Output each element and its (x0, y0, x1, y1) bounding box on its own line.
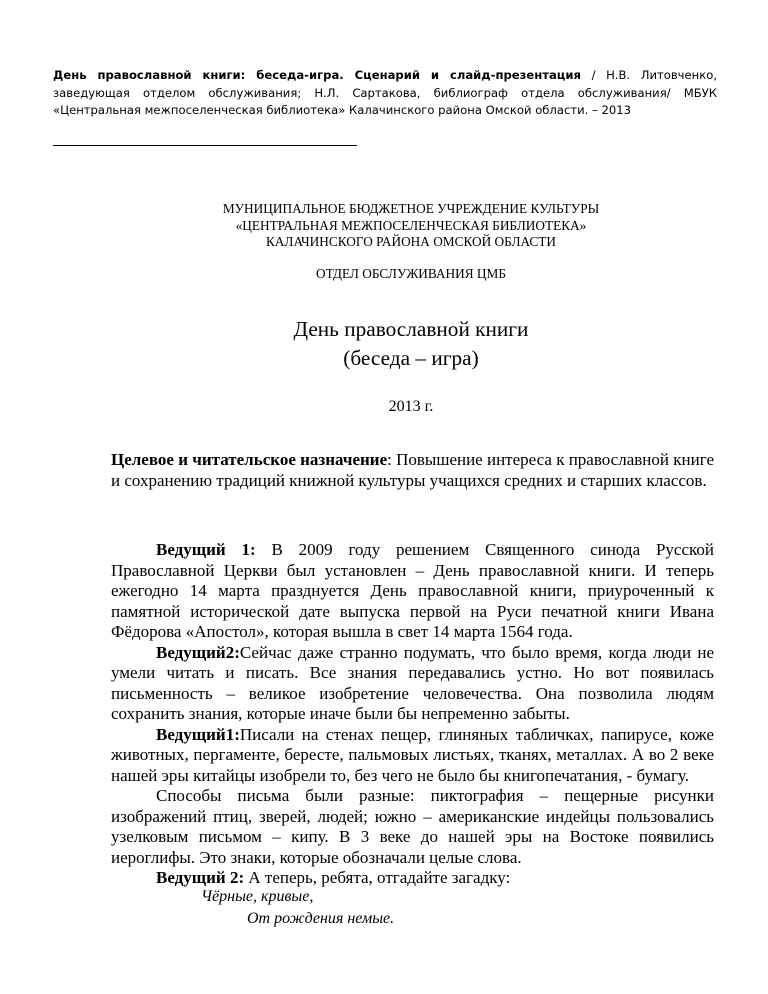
script-body (111, 540, 714, 889)
purpose-text: : Повышение интереса к православной книге и сохранению традиций книжной культуры учащихся средних и старших классов. (111, 450, 714, 490)
purpose-statement (111, 450, 714, 492)
header-divider (53, 145, 357, 146)
citation-authors: / Н.В. Литовченко, заведующая отделом обслуживания; Н.Л. Сартакова, библиограф отдела обслуживания/ МБУК «Центральная межпоселенческая библиотека» Калачинского района Омской области. – 2013 (53, 68, 717, 117)
paragraph (111, 540, 714, 643)
department-name: ОТДЕЛ ОБСЛУЖИВАНИЯ ЦМБ (316, 266, 506, 281)
paragraph-text: В 2009 году решением Священного синода Русской Православной Церкви был установлен – День православной книги. И теперь ежегодно 14 марта празднуется День православной книги, приуроченный к памятной исторической дате выпуска первой на Руси печатной книги Ивана Фёдорова «Апостол», которая вышла в свет 14 марта 1564 года. (111, 540, 714, 641)
page-subtitle: (беседа – игра) (343, 346, 479, 370)
purpose-label: Целевое и читательское назначение (111, 450, 388, 469)
speaker-label: Ведущий 2: (156, 868, 245, 887)
document-year: 2013 г. (388, 398, 434, 415)
page-title: День православной книги (293, 317, 529, 341)
organization-block (100, 201, 722, 251)
paragraph (111, 643, 714, 725)
organization-line-2: «ЦЕНТРАЛЬНАЯ МЕЖПОСЕЛЕНЧЕСКАЯ БИБЛИОТЕКА» (235, 217, 587, 233)
organization-line-3: КАЛАЧИНСКОГО РАЙОНА ОМСКОЙ ОБЛАСТИ (265, 234, 557, 249)
paragraph-text: Писали на стенах пещер, глиняных табличках, папирусе, коже животных, пергаменте, бересте, пальмовых листьях, тканях, металлах. А во 2 веке нашей эры китайцы изобрели то, без чего не было бы книгопечатания, - бумагу. (111, 724, 714, 785)
header-citation (53, 67, 717, 120)
speaker-label: Ведущий1: (156, 724, 240, 744)
paragraph (111, 725, 714, 787)
paragraph (111, 786, 714, 868)
speaker-label: Ведущий 1: (156, 540, 256, 559)
riddle-line-2: От рождения немые. (247, 910, 395, 927)
organization-line-1: МУНИЦИПАЛЬНОЕ БЮДЖЕТНОЕ УЧРЕЖДЕНИЕ КУЛЬТУРЫ (222, 201, 600, 216)
paragraph-text: Способы письма были разные: пиктография – пещерные рисунки изображений птиц, зверей, людей; южно – американские индейцы пользовались узелковым письмом – кипу. В 3 веке до нашей эры на Востоке появились иероглифы. Это знаки, которые обозначали целые слова. (111, 786, 714, 867)
riddle-line-1: Чёрные, кривые, (201, 888, 314, 905)
paragraph-text: А теперь, ребята, отгадайте загадку: (244, 868, 511, 887)
paragraph (111, 868, 714, 889)
paragraph-text: Сейчас даже странно подумать, что было время, когда люди не умели читать и писать. Все знания передавались устно. Но вот появилась письменность – великое изобретение человечества. Она позволила людям сохранить знания, которые иначе были бы непременно забыты. (111, 642, 714, 723)
citation-title: День православной книги: беседа-игра. Сценарий и слайд-презентация (53, 68, 581, 82)
speaker-label: Ведущий2: (156, 642, 240, 662)
